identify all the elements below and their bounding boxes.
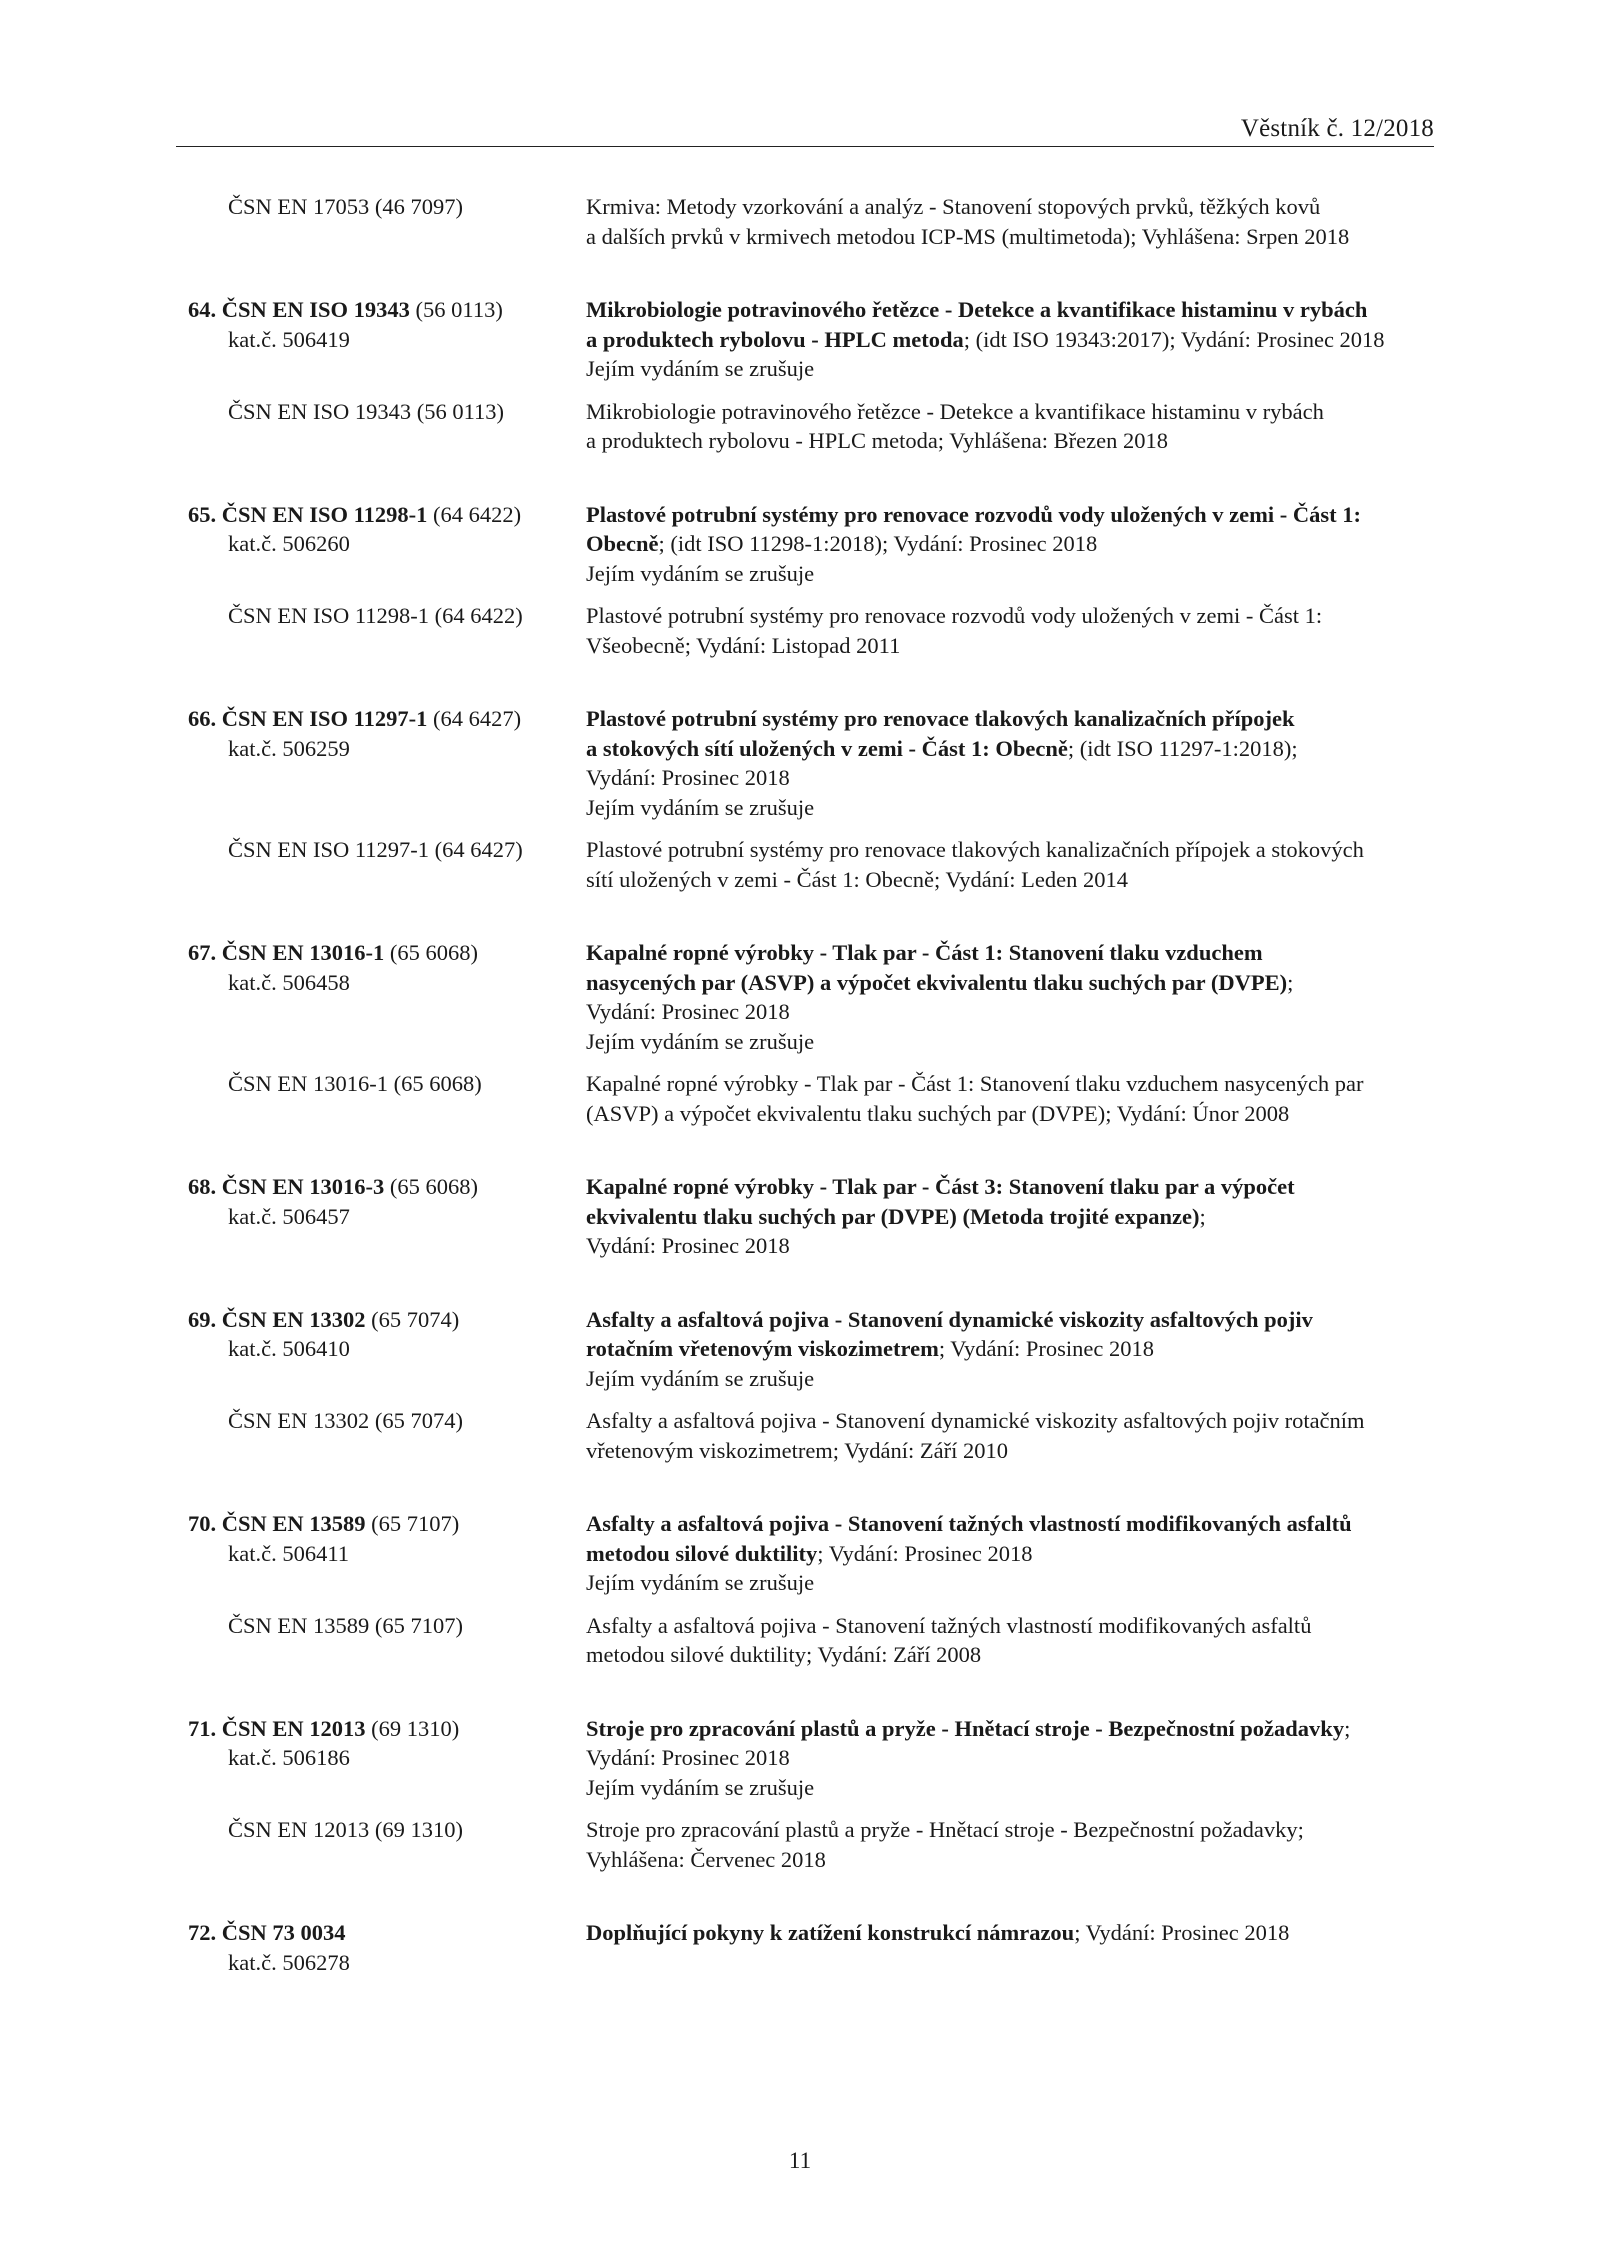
standard-designation	[188, 704, 586, 734]
standard-number: ČSN EN ISO 11297-1	[221, 706, 428, 731]
title-line: a produktech rybolovu - HPLC metoda; Vyhlášena: Březen 2018	[586, 428, 1168, 453]
standard-entry	[176, 192, 1438, 251]
title-text: ;	[1344, 1715, 1351, 1741]
standard-entry	[176, 1305, 1438, 1466]
title-line	[586, 529, 1438, 559]
replaced-standard-label	[176, 192, 586, 251]
title-line: a dalších prvků v krmivech metodou ICP-MS (multimetoda); Vyhlášena: Srpen 2018	[586, 223, 1350, 249]
standard-number: ČSN EN 13016-3	[221, 1174, 385, 1199]
title-text: ; Vydání: Prosinec 2018	[817, 1540, 1033, 1566]
title-line	[586, 1231, 1438, 1261]
standard-designation	[188, 1509, 586, 1539]
entry-number: 67.	[188, 940, 222, 965]
catalog-number: kat.č. 506259	[228, 735, 350, 761]
title-line: Všeobecně; Vydání: Listopad 2011	[586, 632, 901, 658]
title-bold: Kapalné ropné výrobky - Tlak par - Část 1: Stanovení tlaku vzduchem	[586, 940, 1263, 965]
standard-number: ČSN EN 12013	[221, 1715, 366, 1741]
replaced-standard-title	[586, 1406, 1438, 1465]
title-text: ; (idt ISO 11298-1:2018); Vydání: Prosinec 2018	[658, 531, 1098, 556]
entry-number: 64.	[188, 297, 222, 322]
title-text: Jejím vydáním se zrušuje	[586, 356, 815, 381]
replaced-standard-label	[176, 397, 586, 456]
title-bold: a produktech rybolovu - HPLC metoda	[586, 326, 964, 352]
new-standard-title	[586, 1172, 1438, 1261]
title-line: Plastové potrubní systémy pro renovace rozvodů vody uložených v zemi - Část 1:	[586, 603, 1323, 628]
standard-entry	[176, 500, 1438, 661]
entry-number: 68.	[188, 1174, 222, 1199]
standard-code: ČSN EN ISO 11298-1 (64 6422)	[228, 603, 523, 628]
title-line	[586, 325, 1438, 355]
replaced-standard-label	[176, 1611, 586, 1670]
replaced-standard-label	[176, 1815, 586, 1874]
standard-designation	[188, 295, 586, 325]
standard-code: ČSN EN 12013 (69 1310)	[228, 1817, 463, 1842]
standard-number: ČSN EN 13589	[221, 1511, 366, 1536]
title-bold: metodou silové duktility	[586, 1540, 818, 1566]
new-standard-label	[176, 295, 586, 384]
catalog-number: kat.č. 506411	[228, 1540, 350, 1566]
title-line	[586, 1714, 1438, 1744]
new-standard-row	[176, 500, 1438, 589]
title-line: Mikrobiologie potravinového řetězce - Detekce a kvantifikace histaminu v rybách	[586, 398, 1324, 424]
title-line: (ASVP) a výpočet ekvivalentu tlaku suchých par (DVPE); Vydání: Únor 2008	[586, 1100, 1290, 1126]
new-standard-row	[176, 1918, 1438, 1977]
title-line	[586, 1509, 1438, 1539]
title-line: Stroje pro zpracování plastů a pryže - Hnětací stroje - Bezpečnostní požadavky;	[586, 1817, 1304, 1842]
standard-code: ČSN EN 17053 (46 7097)	[228, 194, 463, 219]
title-line	[586, 1773, 1438, 1803]
catalog-number: kat.č. 506278	[228, 1949, 350, 1975]
title-line	[586, 1568, 1438, 1598]
title-line	[586, 793, 1438, 823]
title-line	[586, 704, 1438, 734]
replaced-standard-label	[176, 1406, 586, 1465]
new-standard-row	[176, 704, 1438, 822]
standards-list	[176, 192, 1438, 2021]
title-line	[586, 1539, 1438, 1569]
catalog-number: kat.č. 506186	[228, 1745, 350, 1770]
replaced-standard-row	[176, 192, 1438, 251]
entry-number: 65.	[188, 501, 222, 527]
catalog-number: kat.č. 506260	[228, 531, 350, 556]
replaced-standard-title	[586, 192, 1438, 251]
standard-code: ČSN EN 13589 (65 7107)	[228, 1612, 463, 1638]
title-line	[586, 1172, 1438, 1202]
title-text: ; Vydání: Prosinec 2018	[1074, 1920, 1290, 1945]
standard-designation	[188, 1918, 586, 1948]
standard-entry	[176, 938, 1438, 1128]
new-standard-label	[176, 1172, 586, 1261]
catalog-number: kat.č. 506419	[228, 326, 350, 352]
classification-code: (56 0113)	[409, 297, 503, 322]
classification-code: (64 6427)	[427, 706, 522, 731]
replaced-standard-title	[586, 835, 1438, 894]
title-bold: ekvivalentu tlaku suchých par (DVPE) (Metoda trojité expanze)	[586, 1203, 1200, 1229]
title-line	[586, 938, 1438, 968]
entry-number: 71.	[188, 1715, 222, 1741]
title-bold: a stokových sítí uložených v zemi - Část 1: Obecně	[586, 735, 1068, 761]
title-line: Asfalty a asfaltová pojiva - Stanovení dynamické viskozity asfaltových pojiv rotačním	[586, 1408, 1365, 1433]
new-standard-label	[176, 1714, 586, 1803]
title-text: ; (idt ISO 19343:2017); Vydání: Prosinec 2018	[963, 326, 1385, 352]
replaced-standard-row	[176, 835, 1438, 894]
title-line	[586, 295, 1438, 325]
entry-number: 66.	[188, 706, 222, 731]
standard-code: ČSN EN ISO 11297-1 (64 6427)	[228, 837, 523, 862]
new-standard-row	[176, 1509, 1438, 1598]
title-text: ;	[1287, 969, 1294, 995]
title-bold: Kapalné ropné výrobky - Tlak par - Část 3: Stanovení tlaku par a výpočet	[586, 1174, 1295, 1199]
replaced-standard-title	[586, 397, 1438, 456]
title-text: Jejím vydáním se zrušuje	[586, 794, 815, 820]
title-text: Jejím vydáním se zrušuje	[586, 1028, 815, 1054]
replaced-standard-row	[176, 1406, 1438, 1465]
title-line	[586, 354, 1438, 384]
standard-number: ČSN EN ISO 11298-1	[221, 501, 428, 527]
replaced-standard-row	[176, 1611, 1438, 1670]
classification-code: (65 7107)	[365, 1511, 460, 1536]
title-text: Vydání: Prosinec 2018	[586, 1745, 790, 1770]
new-standard-label	[176, 704, 586, 822]
title-line: Krmiva: Metody vzorkování a analýz - Stanovení stopových prvků, těžkých kovů	[586, 194, 1321, 219]
title-line	[586, 1305, 1438, 1335]
new-standard-label	[176, 1509, 586, 1598]
classification-code: (65 7074)	[365, 1306, 460, 1332]
replaced-standard-title	[586, 1069, 1438, 1128]
new-standard-row	[176, 938, 1438, 1056]
title-line	[586, 734, 1438, 764]
new-standard-title	[586, 1509, 1438, 1598]
replaced-standard-title	[586, 1815, 1438, 1874]
new-standard-title	[586, 1918, 1438, 1977]
new-standard-title	[586, 704, 1438, 822]
catalog-number: kat.č. 506458	[228, 969, 350, 995]
title-bold: Stroje pro zpracování plastů a pryže - Hnětací stroje - Bezpečnostní požadavky	[586, 1715, 1345, 1741]
replaced-standard-label	[176, 601, 586, 660]
catalog-number: kat.č. 506457	[228, 1203, 350, 1229]
standard-number: ČSN 73 0034	[221, 1920, 346, 1945]
replaced-standard-row	[176, 601, 1438, 660]
title-line	[586, 1027, 1438, 1057]
title-text: Jejím vydáním se zrušuje	[586, 1774, 815, 1800]
title-line: metodou silové duktility; Vydání: Září 2008	[586, 1642, 982, 1667]
title-line	[586, 559, 1438, 589]
standard-number: ČSN EN 13016-1	[221, 940, 385, 965]
replaced-standard-row	[176, 1815, 1438, 1874]
title-line	[586, 1918, 1438, 1948]
replaced-standard-label	[176, 1069, 586, 1128]
title-text: Jejím vydáním se zrušuje	[586, 560, 815, 586]
classification-code: (64 6422)	[427, 501, 522, 527]
title-line	[586, 997, 1438, 1027]
replaced-standard-label	[176, 835, 586, 894]
standard-designation	[188, 500, 586, 530]
title-line: sítí uložených v zemi - Část 1: Obecně; Vydání: Leden 2014	[586, 866, 1128, 892]
classification-code: (65 6068)	[384, 1174, 479, 1199]
title-line: vřetenovým viskozimetrem; Vydání: Září 2010	[586, 1437, 1008, 1463]
title-text: Vydání: Prosinec 2018	[586, 1233, 790, 1258]
title-text: Vydání: Prosinec 2018	[586, 999, 790, 1024]
standard-designation	[188, 1172, 586, 1202]
replaced-standard-row	[176, 397, 1438, 456]
new-standard-title	[586, 295, 1438, 384]
replaced-standard-title	[586, 601, 1438, 660]
title-bold: rotačním vřetenovým viskozimetrem	[586, 1336, 939, 1361]
title-text: ; Vydání: Prosinec 2018	[938, 1336, 1155, 1361]
replaced-standard-title	[586, 1611, 1438, 1670]
title-line: Plastové potrubní systémy pro renovace tlakových kanalizačních přípojek a stokových	[586, 837, 1364, 862]
standard-designation	[188, 938, 586, 968]
new-standard-row	[176, 1172, 1438, 1261]
new-standard-title	[586, 1714, 1438, 1803]
new-standard-row	[176, 1305, 1438, 1394]
title-line	[586, 763, 1438, 793]
standard-designation	[188, 1305, 586, 1335]
standard-entry	[176, 295, 1438, 456]
title-bold: Obecně	[586, 531, 659, 556]
entry-number: 69.	[188, 1306, 222, 1332]
title-text: ;	[1199, 1203, 1206, 1229]
title-line	[586, 1202, 1438, 1232]
title-line: Asfalty a asfaltová pojiva - Stanovení tažných vlastností modifikovaných asfaltů	[586, 1612, 1312, 1638]
standard-entry	[176, 1918, 1438, 1977]
title-text: Jejím vydáním se zrušuje	[586, 1570, 815, 1595]
title-text: ; (idt ISO 11297-1:2018);	[1067, 735, 1298, 761]
title-line: Kapalné ropné výrobky - Tlak par - Část 1: Stanovení tlaku vzduchem nasycených par	[586, 1071, 1364, 1096]
classification-code: (65 6068)	[384, 940, 479, 965]
new-standard-row	[176, 295, 1438, 384]
new-standard-label	[176, 500, 586, 589]
new-standard-title	[586, 938, 1438, 1056]
catalog-number: kat.č. 506410	[228, 1336, 350, 1361]
title-bold: Plastové potrubní systémy pro renovace tlakových kanalizačních přípojek	[586, 706, 1295, 731]
entry-number: 70.	[188, 1511, 222, 1536]
standard-entry	[176, 704, 1438, 894]
page-number: 11	[788, 2148, 812, 2173]
standard-entry	[176, 1509, 1438, 1670]
replaced-standard-row	[176, 1069, 1438, 1128]
title-bold: Mikrobiologie potravinového řetězce - Detekce a kvantifikace histaminu v rybách	[586, 297, 1368, 322]
title-line	[586, 500, 1438, 530]
new-standard-label	[176, 1305, 586, 1394]
new-standard-row	[176, 1714, 1438, 1803]
standard-code: ČSN EN ISO 19343 (56 0113)	[228, 398, 505, 424]
page-header	[176, 112, 1434, 147]
header-title: Věstník č. 12/2018	[1240, 115, 1434, 142]
standard-number: ČSN EN 13302	[221, 1306, 366, 1332]
title-line	[586, 1743, 1438, 1773]
title-line: Vyhlášena: Červenec 2018	[586, 1846, 826, 1872]
classification-code: (69 1310)	[365, 1715, 460, 1741]
new-standard-title	[586, 1305, 1438, 1394]
title-text: Jejím vydáním se zrušuje	[586, 1365, 815, 1391]
standard-code: ČSN EN 13302 (65 7074)	[228, 1408, 463, 1433]
new-standard-label	[176, 1918, 586, 1977]
standard-code: ČSN EN 13016-1 (65 6068)	[228, 1071, 482, 1096]
title-text: Vydání: Prosinec 2018	[586, 765, 790, 790]
new-standard-label	[176, 938, 586, 1056]
title-line	[586, 1364, 1438, 1394]
new-standard-title	[586, 500, 1438, 589]
title-line	[586, 1334, 1438, 1364]
title-bold: Plastové potrubní systémy pro renovace rozvodů vody uložených v zemi - Část 1:	[586, 501, 1361, 527]
entry-number: 72.	[188, 1920, 222, 1945]
title-bold: Doplňující pokyny k zatížení konstrukcí námrazou	[586, 1920, 1075, 1945]
title-bold: Asfalty a asfaltová pojiva - Stanovení dynamické viskozity asfaltových pojiv	[586, 1306, 1313, 1332]
title-line	[586, 968, 1438, 998]
standard-entry	[176, 1714, 1438, 1875]
standard-designation	[188, 1714, 586, 1744]
title-bold: nasycených par (ASVP) a výpočet ekvivalentu tlaku suchých par (DVPE)	[586, 969, 1288, 995]
standard-entry	[176, 1172, 1438, 1261]
standard-number: ČSN EN ISO 19343	[221, 297, 410, 322]
title-bold: Asfalty a asfaltová pojiva - Stanovení tažných vlastností modifikovaných asfaltů	[586, 1511, 1352, 1536]
